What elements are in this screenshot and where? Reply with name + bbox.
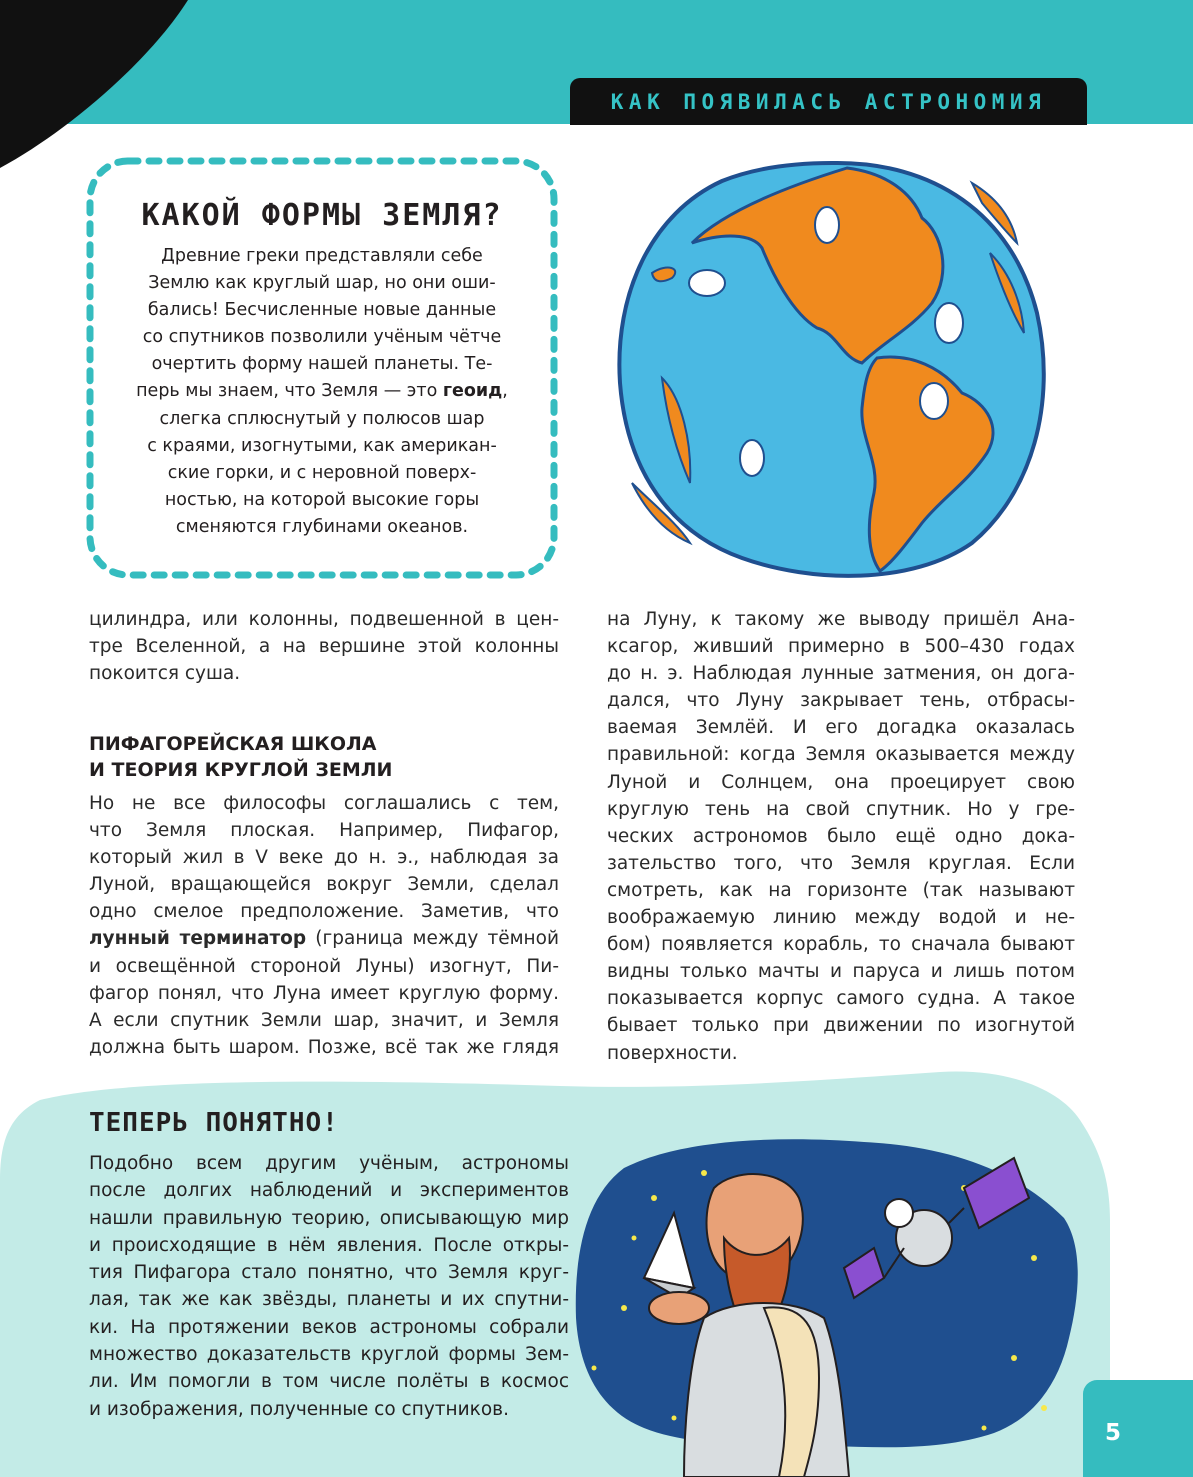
- text-line: Подобно всем другим учёным, астрономы: [89, 1153, 569, 1174]
- text-line: круглую тень на свой спутник. Но у гре-: [607, 798, 1075, 820]
- text-line: и происходящие в нём явления. После откры-: [89, 1234, 569, 1256]
- geoid-term: геоид: [442, 381, 503, 402]
- text-line: лунный терминатор (граница между тёмной: [89, 928, 559, 950]
- left-column-intro: [89, 606, 559, 687]
- text-line: что Земля плоская. Например, Пифагор,: [89, 820, 559, 842]
- text-line: ксагор, живший примерно в 500–430 годах: [607, 636, 1075, 658]
- section-header: КАК ПОЯВИЛАСЬ АСТРОНОМИЯ: [570, 78, 1087, 125]
- text-line: бом) появляется корабль, то сначала бывают: [607, 934, 1075, 956]
- box-text: [107, 243, 537, 541]
- text-line: фагор понял, что Луна имеет круглую форму.: [89, 982, 559, 1004]
- box-title: КАКОЙ ФОРМЫ ЗЕМЛЯ?: [141, 198, 503, 233]
- left-column-body: [89, 790, 559, 1061]
- section-subheading: ПИФАГОРЕЙСКАЯ ШКОЛА И ТЕОРИЯ КРУГЛОЙ ЗЕМЛИ: [89, 733, 393, 781]
- box-line: перь мы знаем, что Земля — это геоид,: [136, 381, 508, 402]
- corner-decoration: [0, 0, 190, 170]
- text-line: поверхности.: [607, 1042, 738, 1064]
- text-line: ки. На протяжении веков астрономы собрали: [89, 1316, 569, 1338]
- text-line: Луной и Солнцем, она проецирует свою: [607, 771, 1075, 793]
- lunar-terminator-term: лунный терминатор: [89, 928, 307, 950]
- text-line: дался, что Луну закрывает тень, отбрасы-: [607, 690, 1075, 712]
- text-line: нашли правильную теорию, описывающую мир: [89, 1207, 569, 1229]
- text-line: лая, так же как звёзды, планеты и их спутни-: [89, 1289, 569, 1311]
- text-line: покоится суша.: [89, 663, 241, 685]
- box-line: Древние греки представляли себе: [161, 246, 483, 266]
- text-line: Но не все философы соглашались с тем,: [89, 793, 559, 814]
- text-line: ваемая Землёй. И его догадка оказалась: [607, 717, 1075, 739]
- box-line: с краями, изогнутыми, как американ-: [147, 435, 497, 456]
- box-line: очертить форму нашей планеты. Те-: [151, 354, 493, 375]
- box-line: Землю как круглый шар, но они оши-: [148, 273, 496, 294]
- text-line: который жил в V веке до н. э., наблюдая за: [89, 847, 559, 869]
- text-line: тия Пифагора стало понятно, что Земля круг-: [89, 1262, 569, 1284]
- page-number: 5: [1104, 1420, 1121, 1446]
- text-line: воображаемую линию между водой и не-: [607, 907, 1075, 929]
- box-line: бались! Бесчисленные новые данные: [147, 300, 497, 321]
- right-column-body: [607, 606, 1075, 1067]
- text-line: и изображения, полученные со спутников.: [89, 1398, 509, 1420]
- text-line: Луной, вращающейся вокруг Земли, сделал: [89, 874, 559, 896]
- text-line: цилиндра, или колонны, подвешенной в цен-: [89, 609, 559, 630]
- text-line: множество доказательств круглой формы Зем-: [89, 1344, 569, 1366]
- earth-globe-illustration: [612, 153, 1052, 581]
- text-line: видны только мачты и паруса и лишь потом: [607, 961, 1075, 983]
- bottom-text: [89, 1150, 569, 1423]
- text-line: тре Вселенной, а на вершине этой колонны: [89, 636, 559, 658]
- text-line: на Луну, к такому же выводу пришёл Ана-: [607, 609, 1075, 630]
- box-line: со спутников позволили учёным чётче: [142, 327, 502, 348]
- text-line: правильной: когда Земля оказывается между: [607, 744, 1075, 766]
- text-line: смотреть, как на горизонте (так называют: [607, 879, 1075, 901]
- bottom-title: ТЕПЕРЬ ПОНЯТНО!: [89, 1108, 339, 1138]
- text-line: и освещённой стороной Луны) изогнут, Пи-: [89, 955, 559, 977]
- text-line: А если спутник Земли шар, значит, и Земля: [89, 1009, 559, 1031]
- philosopher-satellite-illustration: [564, 1128, 1084, 1477]
- text-line: бывает только при движении по изогнутой: [607, 1015, 1075, 1037]
- text-line: до н. э. Наблюдая лунные затмения, он дога-: [607, 663, 1075, 685]
- box-line: сменяются глубинами океанов.: [175, 516, 469, 537]
- box-line: ские горки, и с неровной поверх-: [167, 462, 477, 483]
- text-line: одно смелое предположение. Заметив, что: [89, 901, 559, 923]
- box-line: ностью, на которой высокие горы: [164, 489, 480, 510]
- text-line: показывается корпус самого судна. А такое: [607, 988, 1075, 1010]
- text-line: должна быть шаром. Позже, всё так же глядя: [89, 1036, 559, 1058]
- text-line: ческих астрономов было ещё одно дока-: [607, 825, 1075, 847]
- text-line: ли. Им помогли в том числе полёты в космос: [89, 1371, 569, 1393]
- text-line: после долгих наблюдений и экспериментов: [89, 1180, 569, 1202]
- text-line: зательство того, что Земля круглая. Если: [607, 852, 1075, 874]
- box-line: слегка сплюснутый у полюсов шар: [159, 408, 485, 429]
